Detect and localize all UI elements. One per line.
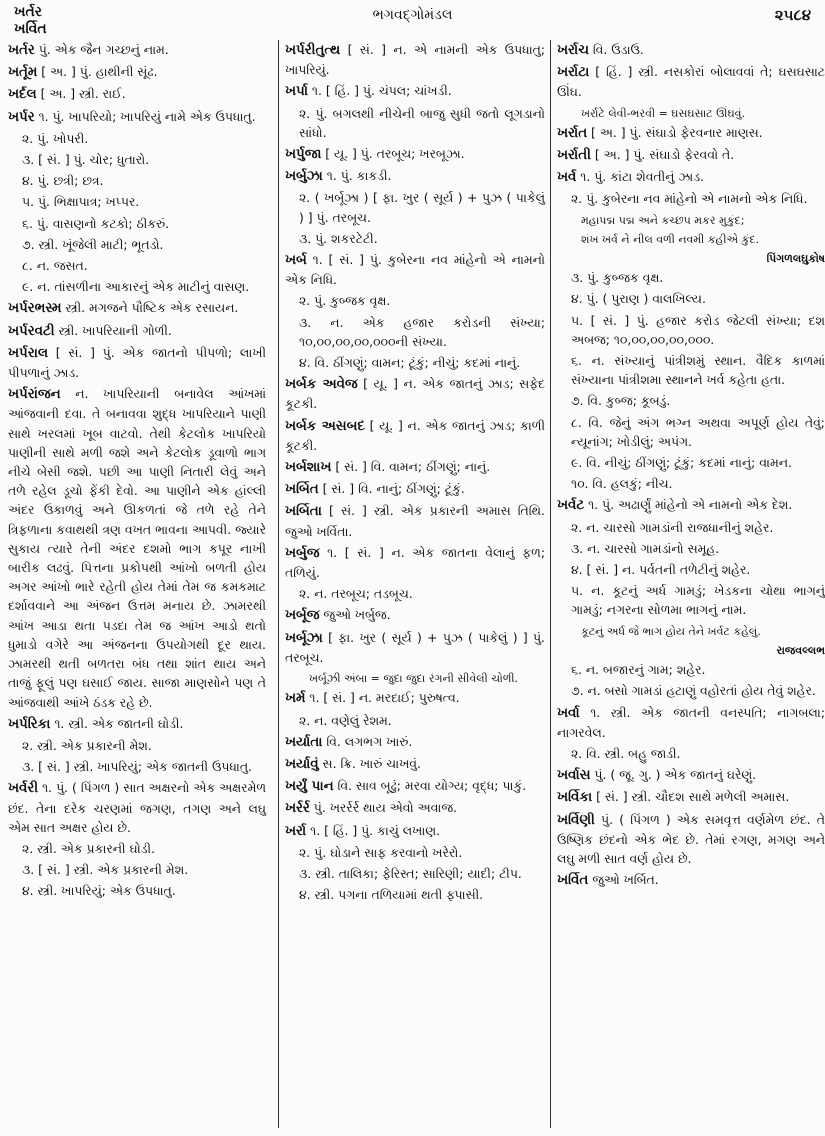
entry-text: ૪. પું. ( પુરાણ ) વાલખિલ્ય. [571,291,706,307]
entry-text: ૩. ન. ચારસો ગામડાંનો સમૂહ. [571,540,720,556]
entry-text: [ સં. ] પું. એક જાતનો પીપળો; લાખી પીપળાનું ઝાડ. [8,344,266,381]
dictionary-entry [285,732,545,752]
entry-sense [8,192,266,211]
quote-source [557,641,825,660]
entry-text: ૨. પું. બગલથી નીચેની બાજુ સુધી જતો લૂગડાનો સાંધો. [299,105,545,140]
entry-text: ૧. સ્ત્રી. એક જાતની ઘોડી. [50,715,184,731]
dictionary-entry [285,688,545,708]
entry-text: ૨. ( ખર્બૂઝા ) [ ફા. ખુર ( સૂર્ય ) + પુઝ ( પાકેલું ) ] પું. તરબૂચ. [299,190,545,225]
page-header [14,4,811,44]
entry-text: ૩. ન. એક હજાર કરોડની સંખ્યા; ૧૦,૦૦,૦૦,૦૦,૦૦૦ની સંખ્યા. [299,314,545,349]
headword: ખર્વિણી [557,812,595,828]
entry-text: ૯. વિ. નીચું; ઠીંગણું; ટૂંકું; કદમાં નાનું; વામન. [571,455,792,471]
entry-text: ૩. પું. શકરટેટી. [299,230,378,246]
entry-text: [ અ. ] સ્ત્રી. રાઈ. [36,86,126,102]
headword: ખર્પરિકા [8,716,51,732]
entry-sense [557,453,825,472]
entry-sense [557,474,825,493]
headword: ખર્પુજા [285,147,322,163]
entry-sense [285,353,545,372]
dictionary-entry [8,107,266,127]
dictionary-entry [557,62,825,101]
entry-sense [8,839,266,858]
dictionary-entry [285,416,545,455]
entry-sense [8,214,266,233]
entry-text: ૨. પું. કુબેરના નવ માંહેનો એ નામનો એક નિધિ. [571,191,808,207]
entry-text: ૨. પું. ઘોડાને સાફ કરવાનો ખરેરો. [299,844,463,860]
headword: ખર્પરાંજન [8,387,61,403]
entry-text: સ. ક્રિ. ખારું ચાખવું. [318,755,421,771]
entry-text: ૧. [ હિં. ] પું. ચંપલ; ચાંખડી. [307,83,452,99]
dictionary-entry [8,298,266,318]
entry-sense [285,711,545,730]
quote-source [557,249,825,268]
entry-sense [8,129,266,148]
entry-sense [557,581,825,619]
headword: ખર્બૂઝા [285,630,323,646]
entry-sense [285,104,545,142]
entry-sense [557,289,825,308]
dictionary-entry [285,250,545,289]
headword: ખર્વટ [557,498,585,514]
entry-text: ૬. પું. વાસણનો કટકો; ઠીકરું. [22,215,170,231]
headword: ખર્વિત [557,873,589,889]
entry-text: વિ. લગભગ ખારું. [322,733,413,749]
entry-text: શંખ ખર્વ ને નીલ વળી નવમી કહીએ કુંદ. [581,232,760,246]
headword: ખર્બુજ [285,545,320,561]
entry-text: [ અ. ] પું. હાથીની સૂંઢ. [37,64,158,80]
entry-sense [8,150,266,169]
entry-text: ખર્રાટે લેવી-ભરવી = ઘસઘસાટ ઊંઘવું. [581,106,745,120]
entry-text: [ ફા. ખુર ( સૂર્ય ) + પુઝ ( પાકેલું ) ] પું. તરબૂચ. [285,629,545,665]
entry-text: સ્ત્રી. ખાપરિયાની ગોળી. [54,322,172,338]
headword: ખર્વા [557,705,580,721]
dictionary-entry [557,167,825,187]
entry-text: ૭. સ્ત્રી. ખૂંજેલી માટી; ભૂતડો. [22,236,164,252]
entry-sense [285,313,545,351]
dictionary-entry [285,81,545,101]
entry-text: ૨. ન. ચારસો ગામડાંની રાજધાનીનું શહેર. [571,519,774,535]
entry-sense [557,268,825,287]
headword: ખર્યાતા [285,734,323,750]
entry-text: ૧. પું. ખાપરિયો; ખાપરિયું નામે એક ઉપધાતુ. [34,108,256,124]
dictionary-entry [557,787,825,807]
headword: ખર્યું પાન [285,779,334,795]
headword: ખર્વ [557,170,577,186]
entry-text: વિ. ઉડાઉ. [588,42,644,57]
entry-text: ૬. ન. સંખ્યાનું પાંત્રીશમું સ્થાન. વૈદિક કાળમાં સંખ્યાના પાંત્રીશમા સ્થાનને ખર્વ કહેતા હતા. [571,353,825,388]
guide-word-bottom: ખર્વિત [14,21,47,37]
entry-text: ૧. પું. કાકડી. [322,168,392,184]
entry-text: ૮. વિ. જેનું અંગ ભગ્ન અથવા અપૂર્ણ હોય તેવું; ન્યૂનાંગ; ખોડીલું; અપંગ. [571,414,825,449]
dictionary-entry [285,40,545,79]
headword: ખર્રાચ [557,43,589,58]
entry-text: ૩. પું. કુબ્જક વૃક્ષ. [571,270,664,286]
entry-sense [8,277,266,296]
dictionary-entry [8,384,266,711]
column-3 [550,40,825,1128]
entry-text: પું. ( પિંગળ ) એક સમવૃત્ત વર્ણમેળ છંદ. તે ઉષ્ણિક છંદનો એક ભેદ છે. તેમાં રગણ, મગણ અને લઘુ મળી સાત વર્ણ હોય છે. [557,811,825,866]
entry-text: ૨. પું. ખોપરી. [22,130,89,146]
headword: ખર્દલ [8,87,37,103]
entry-text: ૩. [ સં. ] સ્ત્રી. એક પ્રકારની મેશ. [22,862,189,878]
headword: ખર્બિતા [285,504,322,520]
entry-text: જુઓ ખર્બુજ. [319,607,391,623]
entry-sense [8,171,266,190]
entry-text: [ સં. ] વિ. નાનું; ઠીંગણું; ટૂંકું. [318,481,465,497]
entry-sense [8,235,266,254]
dictionary-entry [285,798,545,818]
entry-sense [285,291,545,310]
dictionary-entry [557,495,825,515]
entry-sense [557,681,825,700]
headword: ખર્બુઝા [285,169,323,185]
entry-text: મહાપદ્મ પદ્મ અને કચ્છપ મકર મુકુંદ; [581,213,745,227]
dictionary-entry [557,810,825,869]
dictionary-entry [557,123,825,143]
headword: ખર્રાત [557,125,588,141]
headword: ખર્રાતી [557,148,591,164]
dictionary-entry [285,543,545,582]
entry-text: [ યૂ. ] પું. તરબૂચ; ખરબૂઝા. [321,146,465,162]
entry-text: [ સં. ] સ્ત્રી. ચૌદશ સાથે મળેલી અમાસ. [592,789,790,805]
entry-sense [557,351,825,389]
entry-text: ૨. ન. તરબૂચ; તડબૂચ. [299,586,413,602]
entry-text: ૨. વિ. સ્ત્રી. બહુ જાડી. [571,745,681,761]
dictionary-entry [285,479,545,499]
headword: ખર્બિત [285,482,319,498]
dictionary-entry [8,778,266,837]
entry-text: ૧. [ સં. ] ન. એક જાતના વેલાનું ફળ; તળિયું. [285,544,545,581]
headword: ખર્બક અસબદ [285,418,365,434]
entry-sense [285,584,545,603]
headword: ખર્વરી [8,781,39,797]
entry-text: ૯. ન. તાંસળીના આકારનું એક માટીનું વાસણ. [22,279,250,295]
dictionary-entry [285,374,545,413]
entry-text: [ યૂ. ] ન. એક જાતનું ઝાડ; સફેદ કૂટકી. [285,376,545,412]
entry-sense [557,391,825,410]
dictionary-entry [557,870,825,890]
dictionary-entry [285,605,545,625]
entry-sense [285,188,545,226]
entry-sense [8,757,266,776]
entry-sense [557,744,825,763]
entry-text: ૧. [ હિં. ] પું. કાચું લખાણ. [306,822,441,838]
entry-quote [557,104,825,123]
entry-sense [557,539,825,558]
headword: ખર્મ [285,691,306,707]
headword: ખર્પા [285,84,308,100]
entry-text: ૮. ન. જસત. [22,258,88,274]
entry-text: ૧. [ સં. ] પું. કુબેરના નવ માંહેનો એ નામનો એક નિધિ. [285,252,545,288]
headword: ખર્બશાખ [285,460,332,476]
dictionary-entry [285,457,545,477]
entry-sense [285,843,545,862]
book-title: ભગવદ્ગોમંડલ [372,7,453,23]
entry-quote [557,230,825,249]
entry-text: જુઓ ખર્બિત. [588,872,659,888]
headword: ખર્બૂજ [285,608,320,624]
entry-text: ન. ખાપરિયાની બનાવેલ આંખમાં આંજવાની દવા. તે બનાવવા શુદ્ધ ખાપરિયાને પાણી સાથે ખરલમાં ખૂબ વાટવો. તેથી કેટલોક ખાપરિયો પાણીની સાથે મળી જશે અને કેટલોક ડૂવાળો ભાગ નીચે બેસી જશે. પછી આ પાણી નિતારી લેવું અને તળે રહેલ ડૂચો ફેંકી દેવો. આ પાણીને એક હાંલ્લી અંદર ઉકાળવું અને ઊકળતાં જે તળે રહે તેને ત્રિફળાના કવાથથી ત્રણ વખત ભાવના આપવી. જ્યારે સુકાય ત્યારે તેની અંદર દશમો ભાગ કપૂર નાખી બારીક લઢવું. પિત્તના પ્રકોપથી આંખો બળતી હોય અગર આંખો ભારે રહેતી હોય તેમાં તેમ જ કમકમાટ દર્શાવવાને આ અંજન ઉત્તમ મનાય છે. ઝામરથી આંખ આડા થતા પડદા તેમ જ આંખ આડો થતો ધુમાડો વગેરે આ અંજનના ઉપયોગથી દૂર થાય. ઝામરથી થતી બળતરા બંધ તથા શાંત થાય અને તાજું ફૂલું પણ ઘસાઈ જાય. સાજા માણસોને પણ તે આંજવાથી આંખે ઠંડક રહે છે. [8,386,266,710]
entry-sense [285,864,545,883]
entry-text: ૧. પું. અઢાર્ણું માંહેનો એ નામનો એક દેશ. [584,497,793,513]
entry-text: ૩. [ સં. ] સ્ત્રી. ખાપરિયું; એક જાતની ઉપધાતુ. [22,759,252,775]
entry-quote [557,622,825,641]
dictionary-entry [8,343,266,382]
entry-text: [ અ. ] પું. સંઘાડો ફેરવનાર માણસ. [587,124,763,140]
entry-sense [8,256,266,275]
entry-text: ૪. પું. છત્રી; છત્ર. [22,173,104,189]
entry-text: ખર્બૂઝી અંબા = જુદા જુદા રંગની સીવેલી ચોળી. [309,672,519,686]
dictionary-entry [285,166,545,186]
guide-word-top: ખર્તર [14,4,43,20]
entry-text: [ સં. ] સ્ત્રી. એક પ્રકારની અમાસ તિથિ. જુઓ ખર્વિતા. [285,503,545,539]
entry-text: ૧. સ્ત્રી. એક જાતની વનસ્પતિ; નાગબલા; નાગરવેલ. [557,704,825,740]
entry-text: પું. એક જૈન ગચ્છનું નામ. [34,42,169,57]
entry-text: [ યૂ. ] ન. એક જાતનું ઝાડ; કાળી કૂટકી. [285,417,545,453]
dictionary-entry [8,40,266,60]
column-1 [8,40,266,1128]
headword: ખર્પર [8,109,35,125]
entry-text: [ હિં. ] સ્ત્રી. નસકોરાં બોલાવવાં તે; ઘસઘસાટ ઊંઘ. [557,64,825,100]
headword: ખર્પરાલ [8,345,49,361]
entry-sense [8,881,266,900]
entry-text: ૨. ન. વણેલું રેશમ. [299,712,392,728]
entry-sense [285,229,545,248]
headword: ખર્રાટા [557,65,590,81]
entry-sense [8,736,266,755]
headword: ખર્તર [8,43,35,58]
entry-sense [557,413,825,451]
headword: ખર્રા [285,823,307,839]
column-2 [278,40,545,1128]
entry-text: ૩. સ્ત્રી. તાલિકા; ફેરિસ્ત; સારિણી; યાદી; ટીપ. [299,865,522,881]
headword: ખર્પરભસ્મ [8,301,62,317]
headword: ખર્તૂમ [8,65,38,81]
entry-text: ૪. સ્ત્રી. ખાપરિયું; એક ઉપધાતુ. [22,883,176,899]
entry-sense [557,660,825,679]
dictionary-entry [285,628,545,667]
entry-text: ૨. સ્ત્રી. એક પ્રકારની મેશ. [22,737,152,753]
entry-text: ૧. [ સં. ] ન. મરદાઈ; પુરુષત્વ. [305,690,460,706]
headword: ખર્વાસ [557,768,591,784]
entry-text: [ સં. ] વિ. વામન; ઠીંગણું; નાનું. [331,459,491,475]
entry-text: રાજવલ્લભ [776,643,825,657]
dictionary-entry [8,84,266,104]
entry-text: પું. ( જૂ. ગુ. ) એક જાતનું ઘરેણું. [590,767,757,783]
dictionary-entry [557,703,825,742]
entry-text: ૩. [ સં. ] પું. ચોર; ધુતારો. [22,152,150,168]
entry-text: સ્ત્રી. મગજને પૌષ્ટિક એક રસાયન. [61,300,239,316]
headword: ખર્વિકા [557,790,593,806]
dictionary-entry [285,821,545,841]
entry-text: ૫. ન. કૂટનું અર્ધ ગામડું; ખેડકના ચોથા ભાગનું ગામડું; નગરના સોળમા ભાગનું નામ. [571,583,825,618]
headword: ખર્પરવટી [8,323,55,339]
dictionary-entry [8,321,266,341]
entry-text: પું. ખરર્રર્ર થાય એવો અવાજ. [309,800,457,816]
entry-sense [8,860,266,879]
page-number: ૨૫૮૪ [774,6,811,24]
entry-text: કૂટનું અર્ધ જે ભાગ હોય તેને ખર્વટ કહેલું. [581,624,761,638]
entry-text: ૧. પું. કાંટા શેવતીનું ઝાડ. [576,169,704,185]
entry-text: ૫. પું. ભિક્ષાપાત્ર; ખપ્પર. [22,194,140,210]
entry-text: ૨. પું. કુબ્જક વૃક્ષ. [299,293,391,309]
entry-text: ૪. સ્ત્રી. પગના તળિયામાં થતી ફ્પાસી. [299,887,484,903]
dictionary-entry [285,501,545,540]
dictionary-entry [285,144,545,164]
entry-text: ૭. વિ. કુબ્જ; કૂબડું. [571,393,671,409]
dictionary-entry [8,62,266,82]
dictionary-entry [285,754,545,774]
dictionary-entry [557,765,825,785]
entry-text: ૭. ન. બસો ગામડાં હટાણું વહોરતાં હોય તેવું શહેર. [571,683,816,699]
headword: ખર્બ [285,253,307,269]
entry-text: [ સં. ] ન. એ નામની એક ઉપધાતુ; ખાપરિયું. [285,42,545,78]
entry-text: વિ. સાવ બૂઢું; મરવા યોગ્ય; વૃદ્ધ; પાકું. [333,778,527,794]
headword: ખર્રર્ર [285,801,310,817]
entry-text: ૧૦. વિ. હલકું; નીચ. [571,476,673,492]
headword: ખર્બક અવેજ [285,377,358,393]
entry-text: ૪. [ સં. ] ન. પર્વતની તળેટીનું શહેર. [571,562,751,578]
headword: ખર્યાવું [285,756,319,772]
dictionary-entry [285,776,545,796]
entry-sense [557,518,825,537]
entry-sense [557,189,825,208]
entry-text: ૬. ન. બજારનું ગામ; શહેર. [571,662,706,678]
entry-text: ૧. પું. ( પિંગળ ) સાત અક્ષરનો એક અક્ષરમેળ છંદ. તેના દરેક ચરણમાં જગણ, તગણ અને લઘુ એમ સાત અક્ષર હોય છે. [8,780,266,835]
entry-sense [557,560,825,579]
dictionary-entry [557,40,825,60]
entry-text: [ અ. ] પું. સંઘાડો ફેરવવો તે. [590,147,735,163]
entry-quote [285,669,545,688]
entry-quote [557,211,825,230]
entry-text: ૨. સ્ત્રી. એક પ્રકારની ઘોડી. [22,840,155,856]
entry-sense [557,311,825,349]
entry-text: ૫. [ સં. ] પું. હજાર કરોડ જેટલી સંખ્યા; દશ અબજ; ૧૦,૦૦,૦૦,૦૦,૦૦૦. [571,312,825,347]
dictionary-entry [8,714,266,734]
entry-sense [285,885,545,904]
entry-text: પિંગળલઘુકોષ [766,252,825,266]
headword: ખર્પરીતુત્થ [285,43,341,58]
dictionary-entry [557,145,825,165]
entry-text: ૪. વિ. ઠીંગણું; વામન; ટૂંકું; નીચું; કદમાં નાનું. [299,355,521,371]
